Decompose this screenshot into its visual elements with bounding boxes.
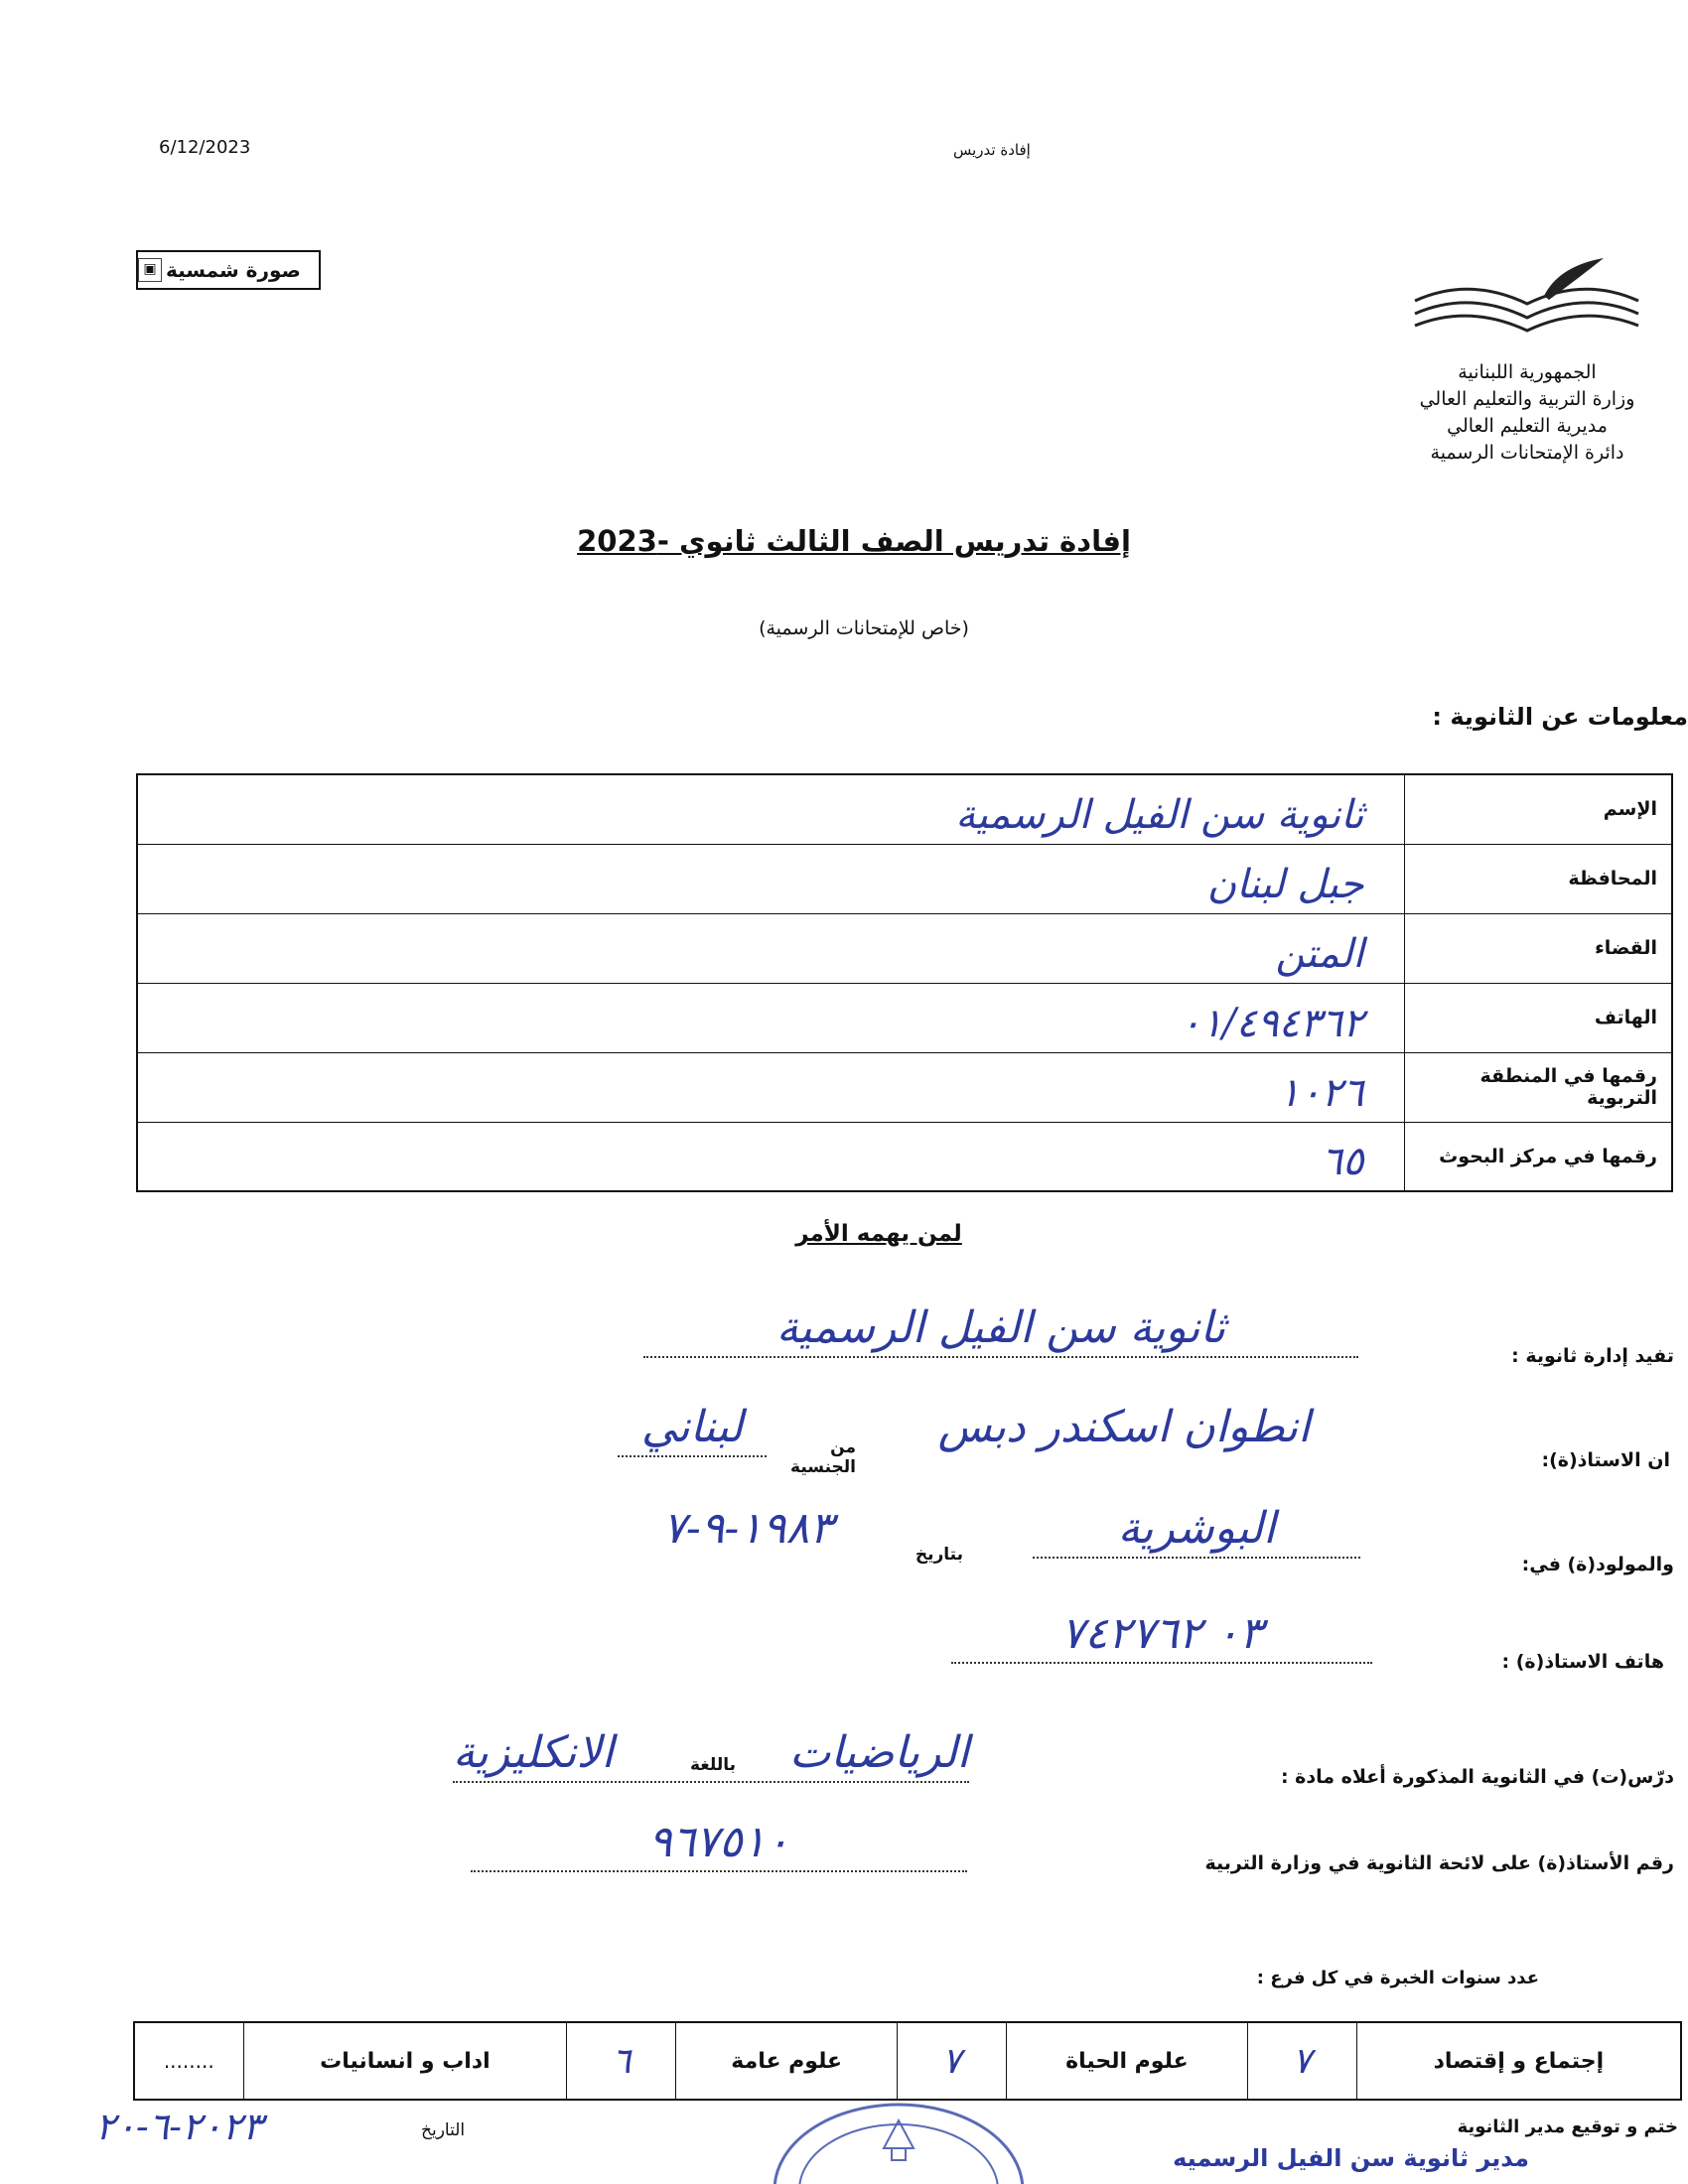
row-label: رقمها في المنطقة التربوية [1404,1052,1672,1122]
teacher-phone-value: ٠٣ ٧٤٢٧٦٢ [951,1606,1372,1664]
language-value: الانكليزية [453,1727,614,1778]
image-icon: ▣ [138,258,162,282]
registration-number-value: ٩٦٧٥١٠ [471,1815,967,1872]
branch-label: إجتماع و إقتصاد [1356,2022,1681,2100]
row-value: ١٠٢٦ [137,1052,1404,1122]
school-info-table [136,773,1673,1192]
birthdate-value: ١٩٨٣-٩-٧ [662,1503,833,1554]
ministry-line: وزارة التربية والتعليم العالي [1419,388,1635,410]
branch-label: علوم الحياة [1006,2022,1247,2100]
table-row [137,913,1672,983]
document-title: إفادة تدريس الصف الثالث ثانوي -2023 [577,524,1131,558]
taught-subject-label: درّس(ت) في الثانوية المذكورة أعلاه مادة : [1280,1766,1674,1788]
experience-label: عدد سنوات الخبرة في كل فرع : [1256,1968,1539,1988]
print-date: 6/12/2023 [159,137,251,158]
branch-years: ........ [134,2022,243,2100]
certifies-label: تفيد إدارة ثانوية : [1511,1345,1674,1367]
registration-number-label: رقم الأستاذ(ة) على لائحة الثانوية في وزارة التربية [1204,1852,1674,1874]
photo-label: صورة شمسية [166,258,301,282]
school-section-heading: معلومات عن الثانوية : [1432,703,1688,731]
table-row [137,844,1672,913]
official-stamp-icon [765,2101,1033,2184]
row-label: الإسم [1404,774,1672,844]
print-title: إفادة تدريس [953,141,1031,159]
birthdate-label: بتاريخ [914,1545,963,1565]
subject-value: الرياضيات [788,1727,969,1778]
branch-years: ٧ [897,2022,1006,2100]
nationality-value: لبناني [618,1400,767,1457]
birthplace-value: البوشرية [1033,1501,1360,1559]
row-value: المتن [137,913,1404,983]
to-whom-heading: لمن يهمه الأمر [795,1221,962,1247]
ministry-header [1370,359,1684,467]
teacher-label: ان الاستاذ(ة): [1541,1449,1670,1471]
teacher-phone-label: هاتف الاستاذ(ة) : [1501,1651,1664,1673]
nationality-label: من الجنسية [790,1437,856,1477]
row-label: رقمها في مركز البحوث [1404,1122,1672,1191]
table-row [137,774,1672,844]
row-label: الهاتف [1404,983,1672,1052]
birthplace-label: والمولود(ة) في: [1521,1554,1674,1575]
branch-label: علوم عامة [676,2022,898,2100]
language-label: باللغة [690,1755,736,1775]
experience-table [133,2021,1682,2101]
ministry-line: الجمهورية اللبنانية [1458,361,1597,383]
branch-label: اداب و انسانيات [243,2022,567,2100]
table-row [137,1122,1672,1191]
date-label: التاريخ [421,2120,466,2140]
row-value: ثانوية سن الفيل الرسمية [137,774,1404,844]
date-value: ٢٠٢٣-٦-٢٠ [95,2105,263,2148]
row-label: المحافظة [1404,844,1672,913]
table-row [137,1052,1672,1122]
table-row [137,983,1672,1052]
row-value: جبل لبنان [137,844,1404,913]
ministry-logo [1410,256,1643,355]
branch-years: ٧ [1247,2022,1356,2100]
row-label: القضاء [1404,913,1672,983]
teacher-name: انطوان اسكندر دبس [937,1402,1311,1452]
branch-years: ٦ [567,2022,676,2100]
ministry-line: مديرية التعليم العالي [1447,415,1608,437]
ministry-line: دائرة الإمتحانات الرسمية [1430,442,1624,464]
table-row [134,2022,1681,2100]
certifies-value: ثانوية سن الفيل الرسمية [643,1300,1358,1358]
photo-placeholder [136,250,321,290]
signature-label: ختم و توقيع مدير الثانوية [1457,2116,1678,2137]
row-value: ٦٥ [137,1122,1404,1191]
principal-stamp-text: مدير ثانوية سن الفيل الرسميه [1173,2144,1529,2172]
document-subtitle: (خاص للإمتحانات الرسمية) [759,617,969,639]
row-value: ٠١/٤٩٤٣٦٢ [137,983,1404,1052]
